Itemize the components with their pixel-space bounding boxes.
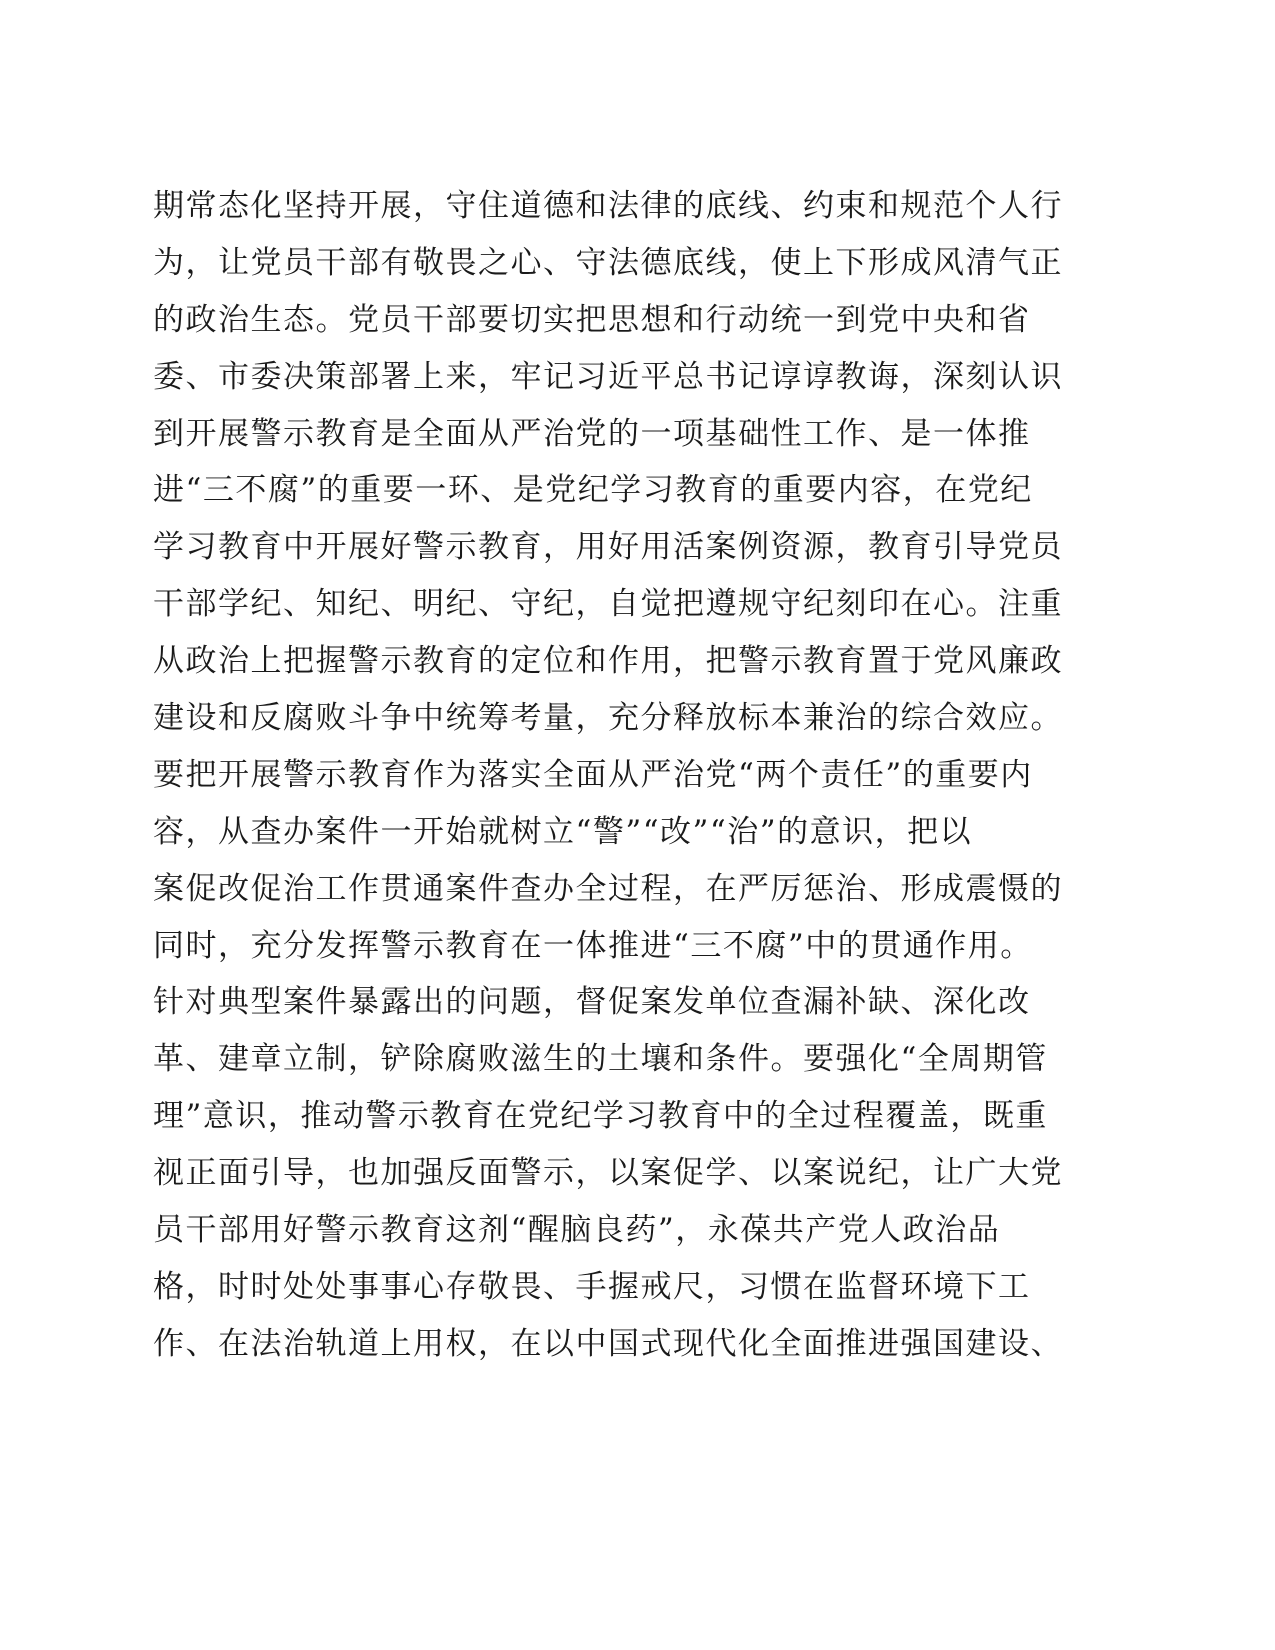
text-line: 学习教育中开展好警示教育，用好用活案例资源，教育引导党员	[153, 529, 1063, 566]
text-line: 从政治上把握警示教育的定位和作用，把警示教育置于党风廉政	[153, 643, 1063, 680]
text-line: 同时，充分发挥警示教育在一体推进“三不腐”中的贯通作用。	[153, 927, 1033, 964]
text-line: 视正面引导，也加强反面警示，以案促学、以案说纪，让广大党	[153, 1155, 1063, 1192]
text-line: 员干部用好警示教育这剂“醒脑良药”，永葆共产党人政治品	[153, 1212, 1001, 1249]
text-line: 针对典型案件暴露出的问题，督促案发单位查漏补缺、深化改	[153, 984, 1031, 1021]
text-line: 革、建章立制，铲除腐败滋生的土壤和条件。要强化“全周期管	[153, 1041, 1048, 1078]
text-line: 理”意识，推动警示教育在党纪学习教育中的全过程覆盖，既重	[153, 1098, 1048, 1135]
text-line: 为，让党员干部有敬畏之心、守法德底线，使上下形成风清气正	[153, 244, 1063, 281]
text-line: 作、在法治轨道上用权，在以中国式现代化全面推进强国建设、	[153, 1325, 1063, 1362]
text-line: 格，时时处处事事心存敬畏、手握戒尺，习惯在监督环境下工	[153, 1268, 1031, 1305]
text-line: 干部学纪、知纪、明纪、守纪，自觉把遵规守纪刻印在心。注重	[153, 586, 1063, 623]
text-line: 期常态化坚持开展，守住道德和法律的底线、约束和规范个人行	[153, 188, 1063, 224]
text-line: 容，从查办案件一开始就树立“警”“改”“治”的意识，把以	[153, 813, 973, 850]
text-line: 委、市委决策部署上来，牢记习近平总书记谆谆教诲，深刻认识	[153, 358, 1063, 395]
text-line: 到开展警示教育是全面从严治党的一项基础性工作、是一体推	[153, 415, 1031, 452]
text-line: 进“三不腐”的重要一环、是党纪学习教育的重要内容，在党纪	[153, 472, 1033, 509]
text-line: 建设和反腐败斗争中统筹考量，充分释放标本兼治的综合效应。	[153, 700, 1063, 737]
body-text	[153, 178, 1073, 1373]
text-line: 要把开展警示教育作为落实全面从严治党“两个责任”的重要内	[153, 756, 1033, 793]
text-line: 案促改促治工作贯通案件查办全过程，在严厉惩治、形成震慑的	[153, 870, 1063, 907]
text-line: 的政治生态。党员干部要切实把思想和行动统一到党中央和省	[153, 301, 1031, 338]
